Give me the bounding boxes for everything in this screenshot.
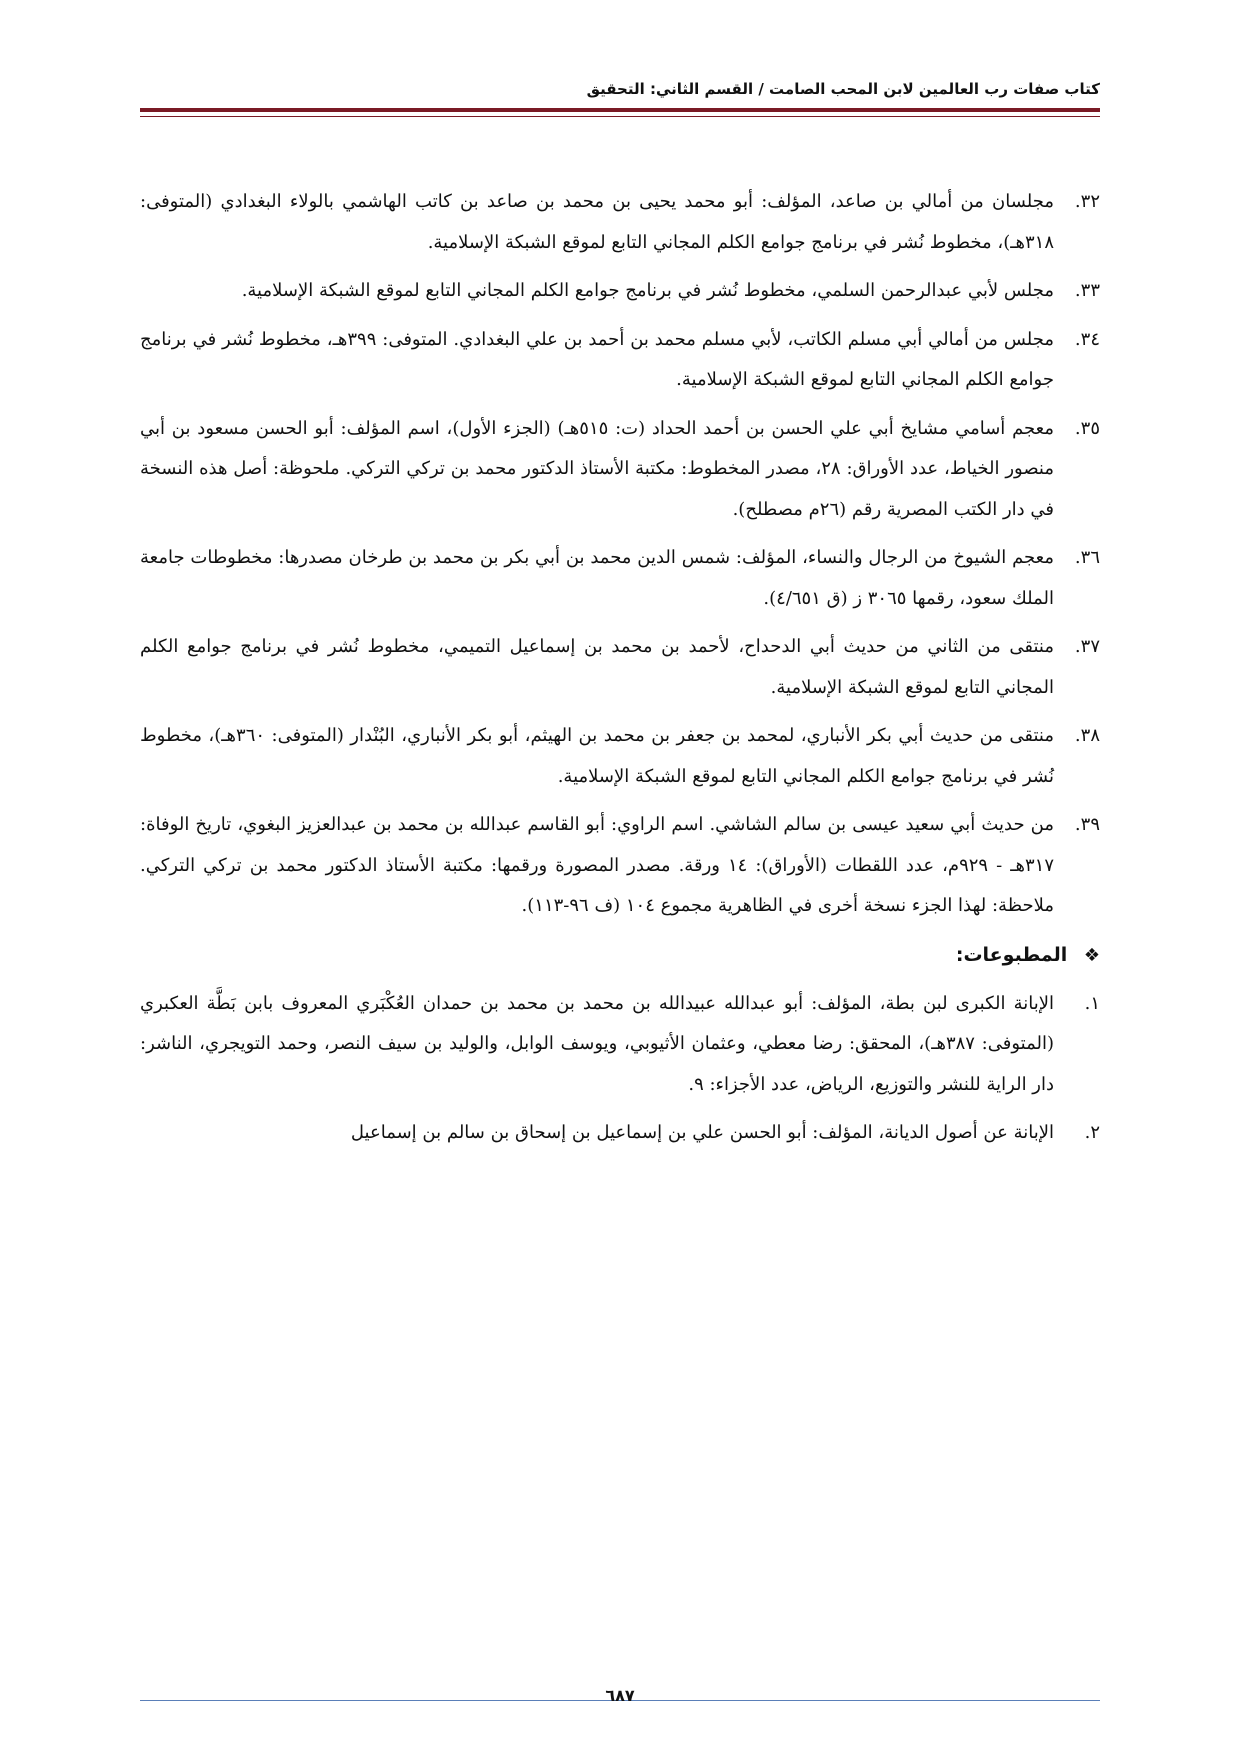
item-text: منتقى من الثاني من حديث أبي الدحداح، لأحمد بن محمد بن إسماعيل التميمي، مخطوط نُشر في برنامج جوامع الكلم المجاني التابع لموقع الشبكة الإسلامية. xyxy=(140,636,1054,698)
section-heading-printed xyxy=(140,935,1100,976)
item-number: ٢. xyxy=(1084,1122,1100,1143)
header-rule-thin xyxy=(140,116,1100,117)
list-item xyxy=(140,182,1100,263)
running-header: كتاب صفات رب العالمين لابن المحب الصامت / القسم الثاني: التحقيق xyxy=(586,80,1100,98)
item-text: من حديث أبي سعيد عيسى بن سالم الشاشي. اسم الراوي: أبو القاسم عبدالله بن محمد بن عبدالعزيز البغوي، تاريخ الوفاة: ٣١٧هـ - ٩٢٩م، عدد اللقطات (الأوراق): ١٤ ورقة. مصدر المصورة ورقمها: مكتبة الأستاذ الدكتور محمد بن تركي التركي. ملاحظة: لهذا الجزء نسخة أخرى في الظاهرية مجموع ١٠٤ (ف ٩٦-١١٣). xyxy=(140,814,1054,916)
item-text: مجلس لأبي عبدالرحمن السلمي، مخطوط نُشر في برنامج جوامع الكلم المجاني التابع لموقع الشبكة الإسلامية. xyxy=(241,280,1054,301)
list-item xyxy=(140,984,1100,1106)
list-item xyxy=(140,716,1100,797)
item-number: ١. xyxy=(1084,992,1100,1014)
item-text: مجلسان من أمالي بن صاعد، المؤلف: أبو محمد يحيى بن محمد بن صاعد بن كاتب الهاشمي بالولاء البغدادي (المتوفى: ٣١٨هـ)، مخطوط نُشر في برنامج جوامع الكلم المجاني التابع لموقع الشبكة الإسلامية. xyxy=(140,191,1054,253)
item-number: ٣٩. xyxy=(1074,814,1100,835)
manuscripts-list xyxy=(140,182,1100,927)
item-number: ٣٦. xyxy=(1074,547,1100,568)
item-text: معجم الشيوخ من الرجال والنساء، المؤلف: شمس الدين محمد بن أبي بكر بن محمد بن طرخان مصدرها: مخطوطات جامعة الملك سعود، رقمها ٣٠٦٥ ز (ق ٤/٦٥١). xyxy=(140,547,1054,609)
item-text: الإبانة الكبرى لبن بطة، المؤلف: أبو عبدالله عبيدالله بن محمد بن محمد بن حمدان العُكْبَري المعروف بابن بَطَّة العكبري (المتوفى: ٣٨٧هـ)، المحقق: رضا معطي، وعثمان الأثيوبي، ويوسف الوابل، والوليد بن سيف النصر، وحمد التويجري، الناشر: دار الراية للنشر والتوزيع، الرياض، عدد الأجزاء: ٩. xyxy=(140,992,1054,1095)
list-item xyxy=(140,805,1100,927)
list-item xyxy=(140,538,1100,619)
header-rule-thick xyxy=(140,108,1100,112)
item-number: ٣٥. xyxy=(1074,417,1100,439)
list-item xyxy=(140,409,1100,531)
four-diamond-bullet-icon: ❖ xyxy=(1083,944,1100,966)
item-text: معجم أسامي مشايخ أبي علي الحسن بن أحمد الحداد (ت: ٥١٥هـ) (الجزء الأول)، اسم المؤلف: أبو الحسن مسعود بن أبي منصور الخياط، عدد الأوراق: ٢٨، مصدر المخطوط: مكتبة الأستاذ الدكتور محمد بن تركي التركي. ملحوظة: أصل هذه النسخة في دار الكتب المصرية رقم (٢٦م مصطلح). xyxy=(140,417,1054,520)
item-number: ٣٨. xyxy=(1074,725,1100,746)
list-item xyxy=(140,1113,1100,1154)
item-number: ٣٢. xyxy=(1074,191,1100,212)
section-heading-label: المطبوعات: xyxy=(955,943,1068,966)
list-item xyxy=(140,271,1100,312)
list-item xyxy=(140,627,1100,708)
list-item xyxy=(140,320,1100,401)
item-number: ٣٣. xyxy=(1074,280,1100,301)
item-text: مجلس من أمالي أبي مسلم الكاتب، لأبي مسلم محمد بن أحمد بن علي البغدادي. المتوفى: ٣٩٩هـ، مخطوط نُشر في برنامج جوامع الكلم المجاني التابع لموقع الشبكة الإسلامية. xyxy=(140,328,1054,390)
page-number: ٦٨٧ xyxy=(605,1686,635,1705)
page-body xyxy=(140,182,1100,1162)
item-text: الإبانة عن أصول الديانة، المؤلف: أبو الحسن علي بن إسماعيل بن إسحاق بن سالم بن إسماعيل xyxy=(350,1122,1054,1143)
item-number: ٣٤. xyxy=(1074,328,1100,350)
item-number: ٣٧. xyxy=(1074,636,1100,657)
printed-list xyxy=(140,984,1100,1154)
item-text: منتقى من حديث أبي بكر الأنباري، لمحمد بن جعفر بن محمد بن الهيثم، أبو بكر الأنباري، البُنْدار (المتوفى: ٣٦٠هـ)، مخطوط نُشر في برنامج جوامع الكلم المجاني التابع لموقع الشبكة الإسلامية. xyxy=(140,725,1054,787)
